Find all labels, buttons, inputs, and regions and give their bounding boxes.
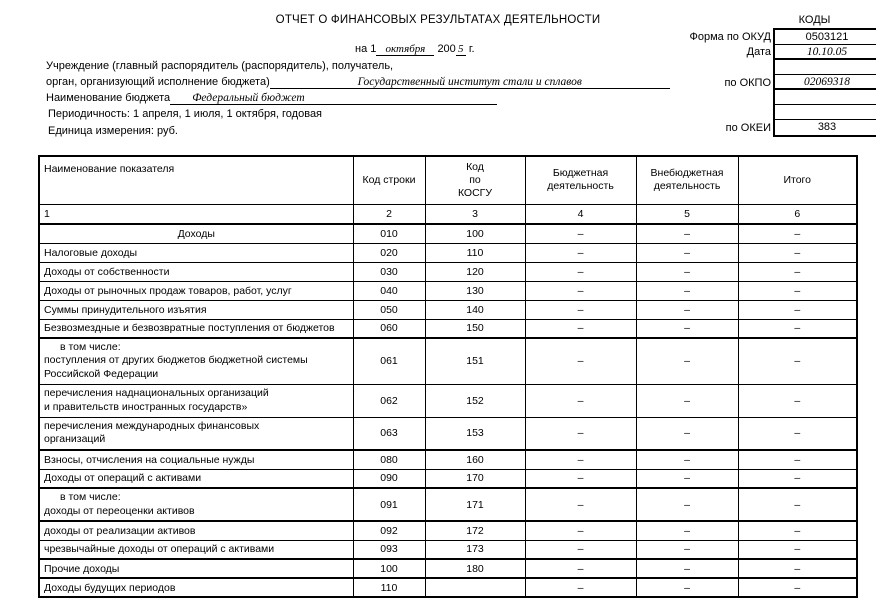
total-cell: –: [738, 417, 857, 450]
row-code-cell: 020: [353, 243, 425, 262]
date-prefix-label: на 1: [355, 43, 377, 55]
kosgu-code-cell: 140: [425, 300, 525, 319]
extrabudget-activity-cell: –: [636, 243, 738, 262]
budget-activity-cell: –: [525, 300, 636, 319]
institution-field-row: [46, 76, 670, 89]
codes-value-date[interactable]: 10.10.05: [775, 45, 876, 60]
row-name-line: в том числе:: [60, 490, 121, 503]
codes-label-okei: по ОКЕИ: [725, 122, 771, 134]
table-row: [39, 540, 857, 559]
row-code-cell: 030: [353, 262, 425, 281]
row-name-cell: Взносы, отчисления на социальные нужды: [39, 450, 353, 469]
row-code-cell: 110: [353, 578, 425, 597]
institution-value[interactable]: Государственный институт стали и сплавов: [270, 76, 670, 89]
row-name-cell: Налоговые доходы: [39, 243, 353, 262]
extrabudget-activity-cell: –: [636, 578, 738, 597]
date-year-digit-value[interactable]: 5: [456, 43, 466, 56]
extrabudget-activity-cell: –: [636, 469, 738, 488]
total-cell: –: [738, 578, 857, 597]
row-name-line: Российской Федерации: [44, 368, 159, 381]
row-code-cell: 061: [353, 338, 425, 384]
table-row: [39, 559, 857, 578]
table-row: [39, 281, 857, 300]
extrabudget-activity-cell: –: [636, 338, 738, 384]
table-row: [39, 224, 857, 243]
budget-activity-cell: –: [525, 488, 636, 521]
table-row: [39, 488, 857, 521]
kosgu-line-3: КОСГУ: [457, 186, 493, 199]
extrabudget-activity-cell: –: [636, 521, 738, 540]
row-code-cell: 060: [353, 319, 425, 338]
budget-name-value[interactable]: Федеральный бюджет: [170, 92, 497, 105]
total-cell: –: [738, 488, 857, 521]
row-name-cell: чрезвычайные доходы от операций с активами: [39, 540, 353, 559]
column-header-total: Итого: [738, 156, 857, 204]
budget-activity-cell: –: [525, 243, 636, 262]
row-code-cell: 050: [353, 300, 425, 319]
extrabudget-activity-cell: –: [636, 262, 738, 281]
codes-value-okei[interactable]: 383: [817, 121, 837, 133]
kosgu-line-1: Код: [466, 160, 484, 173]
row-code-cell: 062: [353, 384, 425, 417]
row-code-cell: 040: [353, 281, 425, 300]
total-cell: –: [738, 521, 857, 540]
date-month-value[interactable]: октября: [376, 43, 434, 56]
row-code-cell: 091: [353, 488, 425, 521]
kosgu-code-cell: 172: [425, 521, 525, 540]
codes-value-blank-1[interactable]: [775, 60, 876, 75]
budget-field-row: [46, 92, 497, 105]
total-cell: –: [738, 384, 857, 417]
row-name-cell: Безвозмездные и безвозвратные поступления от бюджетов: [39, 319, 353, 338]
kosgu-code-cell: 130: [425, 281, 525, 300]
table-row: [39, 384, 857, 417]
row-code-cell: 090: [353, 469, 425, 488]
codes-title: КОДЫ: [798, 14, 831, 26]
row-code-cell: 100: [353, 559, 425, 578]
row-name-line: доходы от переоценки активов: [44, 504, 195, 517]
extrabudget-activity-cell: –: [636, 281, 738, 300]
row-name-cell: [39, 338, 353, 384]
codes-value-blank-2[interactable]: [775, 90, 876, 105]
total-cell: –: [738, 224, 857, 243]
extrabudget-activity-line-2: деятельность: [653, 180, 721, 193]
budget-activity-cell: –: [525, 469, 636, 488]
budget-activity-cell: –: [525, 450, 636, 469]
total-cell: –: [738, 300, 857, 319]
kosgu-code-cell: 151: [425, 338, 525, 384]
table-row: [39, 417, 857, 450]
extrabudget-activity-cell: –: [636, 488, 738, 521]
budget-activity-cell: –: [525, 262, 636, 281]
row-name-line: в том числе:: [60, 340, 121, 353]
total-cell: –: [738, 319, 857, 338]
table-row: [39, 338, 857, 384]
column-header-extrabudget-activity: [636, 156, 738, 204]
row-name-cell: Прочие доходы: [39, 559, 353, 578]
table-row: [39, 262, 857, 281]
kosgu-code-cell: 171: [425, 488, 525, 521]
row-name-cell: [39, 488, 353, 521]
unit-of-measure-label: Единица измерения: руб.: [48, 125, 178, 137]
column-number-5: 5: [636, 204, 738, 224]
budget-activity-line-2: деятельность: [547, 180, 614, 193]
kosgu-code-cell: 153: [425, 417, 525, 450]
codes-value-blank-3[interactable]: [775, 105, 876, 120]
column-header-budget-activity: [525, 156, 636, 204]
table-row: [39, 300, 857, 319]
budget-activity-cell: –: [525, 338, 636, 384]
table-body: [39, 224, 857, 597]
column-number-6: 6: [738, 204, 857, 224]
kosgu-code-cell: [425, 578, 525, 597]
codes-label-date: Дата: [746, 46, 771, 58]
table-row: [39, 319, 857, 338]
budget-activity-cell: –: [525, 578, 636, 597]
column-number-2: 2: [353, 204, 425, 224]
extrabudget-activity-cell: –: [636, 224, 738, 243]
page-title: ОТЧЕТ О ФИНАНСОВЫХ РЕЗУЛЬТАТАХ ДЕЯТЕЛЬНОСТИ: [275, 14, 601, 26]
financial-results-table: [38, 155, 858, 598]
codes-label-okud: Форма по ОКУД: [689, 31, 771, 43]
codes-label-okpo: по ОКПО: [724, 77, 771, 89]
total-cell: –: [738, 450, 857, 469]
budget-activity-cell: –: [525, 224, 636, 243]
row-name-line: поступления от других бюджетов бюджетной системы: [44, 354, 308, 367]
column-number-1: 1: [39, 204, 353, 224]
table-row: [39, 469, 857, 488]
row-name-cell: Суммы принудительного изъятия: [39, 300, 353, 319]
kosgu-code-cell: 170: [425, 469, 525, 488]
total-cell: –: [738, 243, 857, 262]
kosgu-code-cell: 160: [425, 450, 525, 469]
table-row: [39, 521, 857, 540]
extrabudget-activity-cell: –: [636, 450, 738, 469]
kosgu-line-2: по: [469, 173, 481, 186]
date-suffix-label: г.: [468, 43, 475, 55]
row-name-line: и правительств иностранных государств»: [44, 400, 248, 413]
periodicity-label: Периодичность: 1 апреля, 1 июля, 1 октября, годовая: [48, 108, 323, 120]
extrabudget-activity-cell: –: [636, 384, 738, 417]
column-header-row-code: Код строки: [353, 156, 425, 204]
row-name-cell: [39, 384, 353, 417]
row-name-cell: доходы от реализации активов: [39, 521, 353, 540]
row-name-cell: Доходы от собственности: [39, 262, 353, 281]
extrabudget-activity-cell: –: [636, 417, 738, 450]
row-name-line: перечисления международных финансовых: [44, 419, 260, 432]
row-name-line: организаций: [44, 433, 106, 446]
kosgu-code-cell: 152: [425, 384, 525, 417]
budget-activity-cell: –: [525, 559, 636, 578]
institution-label-line-1: Учреждение (главный распорядитель (распорядитель), получатель,: [46, 60, 394, 72]
extrabudget-activity-cell: –: [636, 559, 738, 578]
kosgu-code-cell: 150: [425, 319, 525, 338]
extrabudget-activity-cell: –: [636, 319, 738, 338]
row-code-cell: 092: [353, 521, 425, 540]
row-name-line: перечисления наднациональных организаций: [44, 386, 269, 399]
table-row: [39, 450, 857, 469]
column-header-kosgu: [425, 156, 525, 204]
budget-activity-cell: –: [525, 281, 636, 300]
kosgu-code-cell: 100: [425, 224, 525, 243]
total-cell: –: [738, 338, 857, 384]
codes-values-box: [773, 28, 876, 137]
total-cell: –: [738, 262, 857, 281]
row-name-cell: Доходы: [39, 224, 353, 243]
kosgu-code-cell: 173: [425, 540, 525, 559]
budget-activity-cell: –: [525, 417, 636, 450]
table-row: [39, 578, 857, 597]
kosgu-code-cell: 120: [425, 262, 525, 281]
table-header-row: [39, 156, 857, 204]
row-code-cell: 080: [353, 450, 425, 469]
budget-name-label: Наименование бюджета: [46, 92, 171, 104]
row-name-cell: Доходы от операций с активами: [39, 469, 353, 488]
table-column-number-row: [39, 204, 857, 224]
row-name-cell: Доходы будущих периодов: [39, 578, 353, 597]
kosgu-code-cell: 180: [425, 559, 525, 578]
institution-label-line-2: орган, организующий исполнение бюджета): [46, 76, 270, 88]
budget-activity-line-1: Бюджетная: [552, 167, 609, 180]
budget-activity-cell: –: [525, 521, 636, 540]
budget-activity-cell: –: [525, 540, 636, 559]
row-name-cell: [39, 417, 353, 450]
total-cell: –: [738, 559, 857, 578]
row-code-cell: 093: [353, 540, 425, 559]
kosgu-code-cell: 110: [425, 243, 525, 262]
total-cell: –: [738, 540, 857, 559]
column-header-name: Наименование показателя: [39, 156, 353, 204]
date-year-prefix-label: 200: [437, 43, 456, 55]
total-cell: –: [738, 469, 857, 488]
budget-activity-cell: –: [525, 319, 636, 338]
total-cell: –: [738, 281, 857, 300]
row-code-cell: 010: [353, 224, 425, 243]
codes-value-okud[interactable]: 0503121: [775, 30, 876, 45]
budget-activity-cell: –: [525, 384, 636, 417]
column-number-3: 3: [425, 204, 525, 224]
extrabudget-activity-line-1: Внебюджетная: [650, 167, 724, 180]
table-row: [39, 243, 857, 262]
column-number-4: 4: [525, 204, 636, 224]
report-date-line: [355, 43, 475, 56]
extrabudget-activity-cell: –: [636, 300, 738, 319]
codes-value-okpo[interactable]: 02069318: [775, 75, 876, 90]
row-name-cell: Доходы от рыночных продаж товаров, работ, услуг: [39, 281, 353, 300]
extrabudget-activity-cell: –: [636, 540, 738, 559]
row-code-cell: 063: [353, 417, 425, 450]
